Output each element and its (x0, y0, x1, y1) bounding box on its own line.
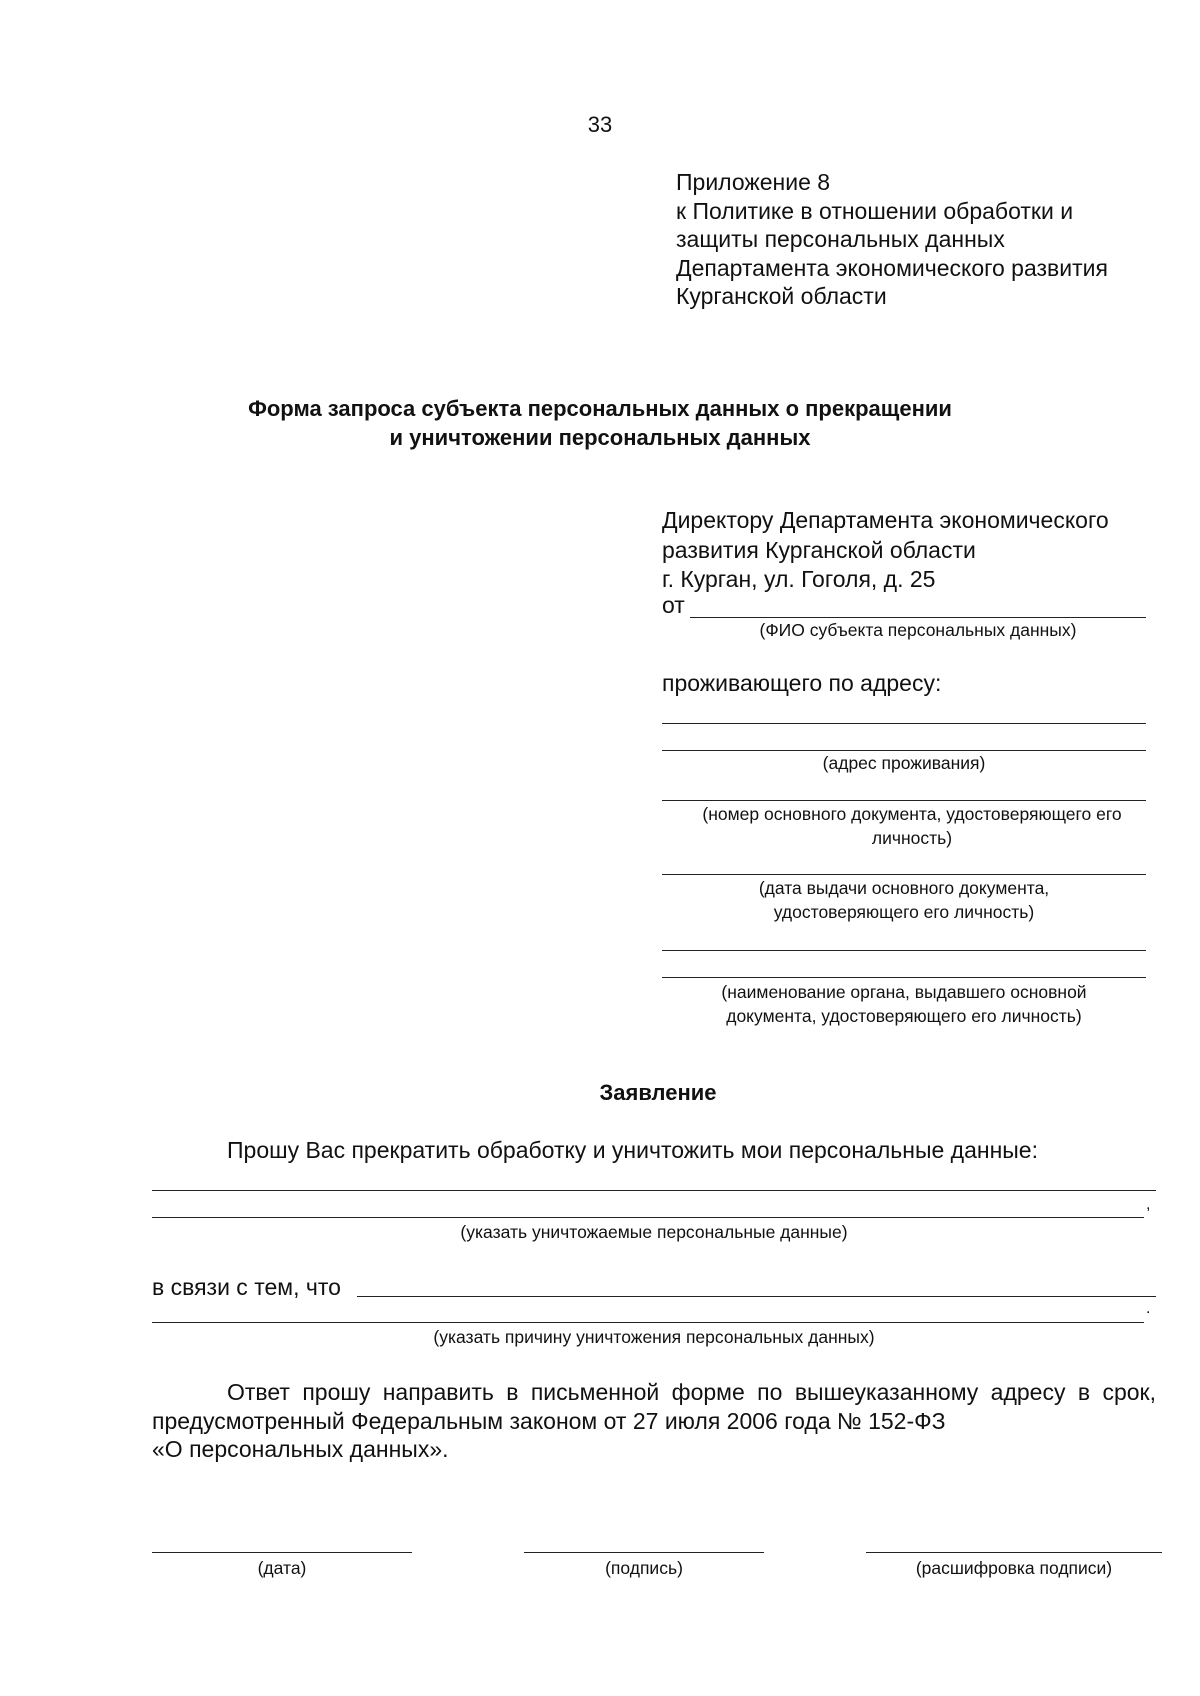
appendix-line: к Политике в отношении обработки и (676, 197, 1074, 224)
issuer-field-line-2[interactable] (662, 977, 1146, 978)
doc-number-caption (662, 802, 1162, 850)
appendix-line: Курганской области (676, 283, 887, 309)
form-title (0, 394, 1200, 452)
period: . (1146, 1300, 1151, 1317)
signature-caption: (подпись) (605, 1558, 683, 1578)
addressee-line: Директору Департамента экономического (662, 507, 1109, 533)
appendix-line: защиты персональных данных (676, 226, 1005, 252)
data-caption: (указать уничтожаемые персональные данные) (460, 1222, 848, 1242)
issuer-caption (662, 980, 1146, 1028)
issuer-field-line-1[interactable] (662, 950, 1146, 951)
answer-text-line: «О персональных данных». (152, 1436, 449, 1462)
data-field-line-1[interactable] (152, 1190, 1156, 1191)
address-caption: (адрес проживания) (822, 753, 986, 773)
addressee-line: развития Курганской области (662, 536, 976, 563)
issue-date-field-line[interactable] (662, 874, 1146, 875)
caption-line: личность) (871, 828, 953, 848)
signature-line[interactable] (524, 1552, 764, 1553)
reason-caption: (указать причину уничтожения персональных данных) (433, 1327, 875, 1347)
fio-caption: (ФИО субъекта персональных данных) (759, 620, 1077, 640)
caption-line: документа, удостоверяющего его личность) (726, 1006, 1082, 1026)
reason-label: в связи с тем, что (152, 1274, 341, 1300)
residing-label: проживающего по адресу: (662, 670, 942, 696)
addressee-line: г. Курган, ул. Гоголя, д. 25 (662, 566, 936, 592)
form-title-line-1: Форма запроса субъекта персональных данных о прекращении (248, 396, 952, 421)
reason-field-line-1[interactable] (357, 1296, 1156, 1297)
caption-line: (наименование органа, выдавшего основной (721, 982, 1087, 1002)
caption-line: удостоверяющего его личность) (773, 902, 1035, 922)
page-number: 33 (587, 112, 613, 137)
comma: , (1146, 1196, 1151, 1213)
request-text: Прошу Вас прекратить обработку и уничтожить мои персональные данные: (227, 1137, 1038, 1163)
reason-field-line-2[interactable] (152, 1322, 1144, 1323)
from-label: от (662, 592, 685, 618)
date-signature-line[interactable] (152, 1552, 412, 1553)
caption-line: (дата выдачи основного документа, (758, 878, 1050, 898)
date-caption: (дата) (257, 1558, 307, 1578)
appendix-block (676, 168, 1108, 311)
data-field-line-2[interactable] (152, 1217, 1144, 1218)
caption-line: (номер основного документа, удостоверяющего его (702, 804, 1122, 824)
addressee-block (662, 506, 1109, 595)
doc-number-field-line[interactable] (662, 800, 1146, 801)
appendix-line: Приложение 8 (676, 169, 831, 195)
statement-heading: Заявление (599, 1080, 717, 1105)
decryption-line[interactable] (866, 1552, 1162, 1553)
decryption-caption: (расшифровка подписи) (915, 1558, 1113, 1578)
answer-text-line: Ответ прошу направить в письменной форме по вышеуказанному адресу в срок, предусмотренный Федеральным законом от 27 июля 2006 года № 152-ФЗ (152, 1379, 1156, 1434)
form-title-line-2: и уничтожении персональных данных (389, 425, 811, 450)
address-field-line-1[interactable] (662, 723, 1146, 724)
appendix-line: Департамента экономического развития (676, 254, 1108, 281)
answer-paragraph (152, 1378, 1156, 1464)
issue-date-caption (662, 876, 1146, 924)
